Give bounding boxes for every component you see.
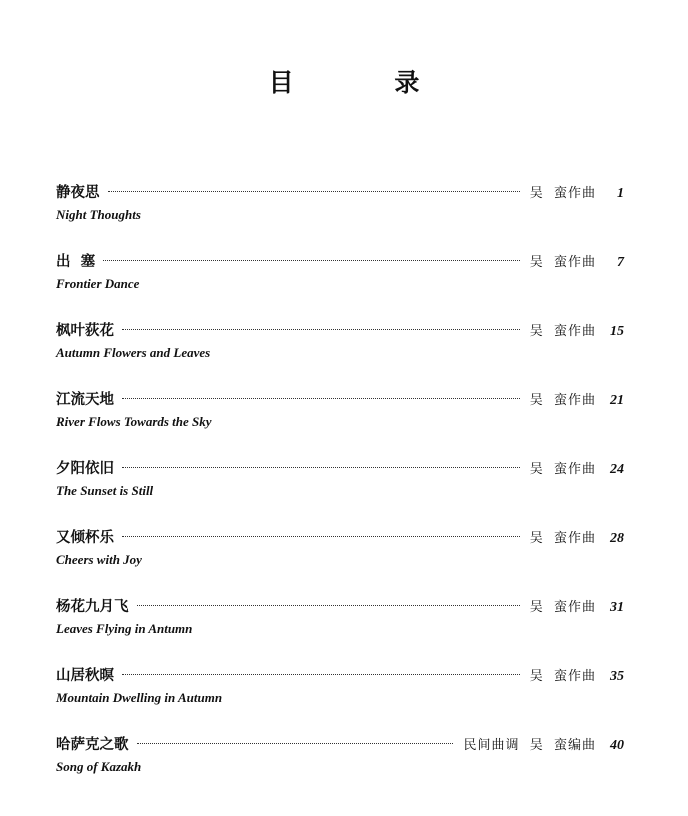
english-title: Frontier Dance xyxy=(56,276,140,291)
chinese-title: 出 塞 xyxy=(56,254,96,270)
composer-credit: 吴 蛮作曲 xyxy=(529,600,596,615)
chinese-title: 又倾杯乐 xyxy=(56,530,114,546)
toc-entry[interactable] xyxy=(56,596,624,665)
chinese-title: 山居秋暝 xyxy=(56,668,114,684)
dot-leader xyxy=(122,329,520,330)
english-title: Cheers with Joy xyxy=(56,552,142,567)
composer-credit: 吴 蛮作曲 xyxy=(529,462,596,477)
page-number: 24 xyxy=(610,462,624,477)
page-number: 35 xyxy=(610,669,624,684)
dot-leader xyxy=(137,743,454,744)
page-title: 目 录 xyxy=(268,68,466,97)
composer-credit: 吴 蛮作曲 xyxy=(529,186,596,201)
toc-entry[interactable] xyxy=(56,458,624,527)
page-number: 31 xyxy=(610,600,624,615)
page-number: 1 xyxy=(617,186,624,201)
composer-credit: 吴 蛮作曲 xyxy=(529,324,596,339)
toc-entry[interactable] xyxy=(56,320,624,389)
english-title: Mountain Dwelling in Autumn xyxy=(56,690,223,705)
english-title: River Flows Towards the Sky xyxy=(56,414,212,429)
english-title: Song of Kazakh xyxy=(56,759,142,774)
page-number: 40 xyxy=(610,738,624,753)
toc-entry[interactable] xyxy=(56,527,624,596)
toc-entry[interactable] xyxy=(56,251,624,320)
dot-leader xyxy=(122,674,520,675)
composer-credit: 吴 蛮作曲 xyxy=(529,255,596,270)
dot-leader xyxy=(122,467,520,468)
chinese-title: 江流天地 xyxy=(56,392,114,408)
dot-leader xyxy=(103,260,520,261)
toc-entry[interactable] xyxy=(56,665,624,734)
toc-entry[interactable] xyxy=(56,734,624,803)
english-title: Autumn Flowers and Leaves xyxy=(56,345,211,360)
page-number: 28 xyxy=(610,531,624,546)
dot-leader xyxy=(137,605,520,606)
composer-credit: 吴 蛮作曲 xyxy=(529,669,596,684)
dot-leader xyxy=(108,191,520,192)
chinese-title: 静夜思 xyxy=(56,185,100,201)
dot-leader xyxy=(122,536,520,537)
chinese-title: 夕阳依旧 xyxy=(56,461,114,477)
page-number: 21 xyxy=(610,393,624,408)
dot-leader xyxy=(122,398,520,399)
chinese-title: 杨花九月飞 xyxy=(56,599,129,615)
chinese-title: 枫叶荻花 xyxy=(56,323,114,339)
chinese-title: 哈萨克之歌 xyxy=(56,737,129,753)
page-number: 15 xyxy=(610,324,624,339)
composer-credit: 吴 蛮作曲 xyxy=(529,531,596,546)
composer-credit: 民间曲调 吴 蛮编曲 xyxy=(463,738,596,753)
english-title: The Sunset is Still xyxy=(56,483,154,498)
table-of-contents xyxy=(56,182,624,803)
english-title: Leaves Flying in Antumn xyxy=(56,621,193,636)
english-title: Night Thoughts xyxy=(56,207,141,222)
toc-entry[interactable] xyxy=(56,182,624,251)
page-number: 7 xyxy=(617,255,624,270)
composer-credit: 吴 蛮作曲 xyxy=(529,393,596,408)
toc-entry[interactable] xyxy=(56,389,624,458)
